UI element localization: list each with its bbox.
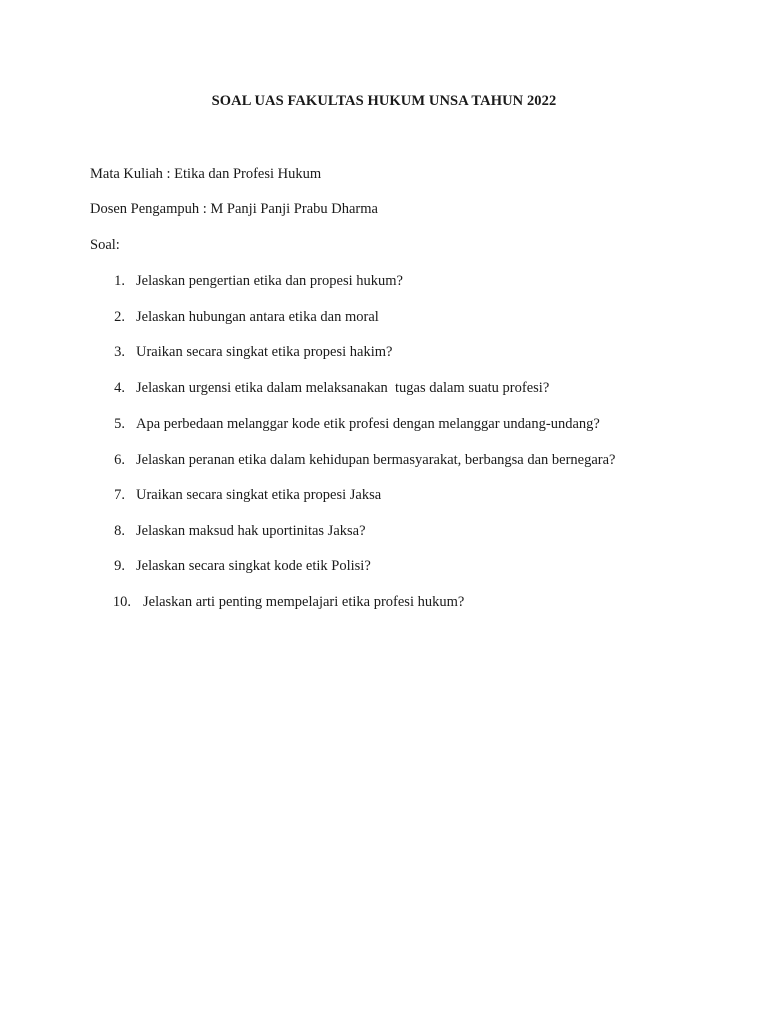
questions-label: Soal: [90,237,120,253]
document-title: SOAL UAS FAKULTAS HUKUM UNSA TAHUN 2022 [211,93,557,109]
question-number: 8. [114,523,125,539]
question-number: 4. [114,380,125,396]
question-number: 9. [114,558,125,574]
question-text: Jelaskan secara singkat kode etik Polisi? [136,558,371,574]
question-number: 5. [114,416,125,432]
list-item [0,594,700,662]
question-text: Uraikan secara singkat etika propesi Jaksa [136,487,382,503]
question-text: Uraikan secara singkat etika propesi hakim? [136,344,393,360]
question-number: 7. [114,487,125,503]
question-text: Jelaskan hubungan antara etika dan moral [136,309,379,325]
question-text: Jelaskan pengertian etika dan propesi hukum? [136,273,403,289]
question-text: Jelaskan arti penting mempelajari etika profesi hukum? [143,594,465,610]
question-text: Apa perbedaan melanggar kode etik profesi dengan melanggar undang-undang? [136,416,600,432]
question-number: 10. [112,594,131,610]
question-text: Jelaskan urgensi etika dalam melaksanakan tugas dalam suatu profesi? [136,380,550,396]
question-number: 3. [114,344,125,360]
question-text: Jelaskan maksud hak uportinitas Jaksa? [136,523,366,539]
question-text: Jelaskan peranan etika dalam kehidupan bermasyarakat, berbangsa dan bernegara? [136,452,616,468]
question-number: 2. [114,309,125,325]
course-name: Mata Kuliah : Etika dan Profesi Hukum [90,166,322,182]
question-number: 1. [114,273,125,289]
lecturer-name: Dosen Pengampuh : M Panji Panji Prabu Dharma [90,201,378,217]
question-number: 6. [114,452,125,468]
